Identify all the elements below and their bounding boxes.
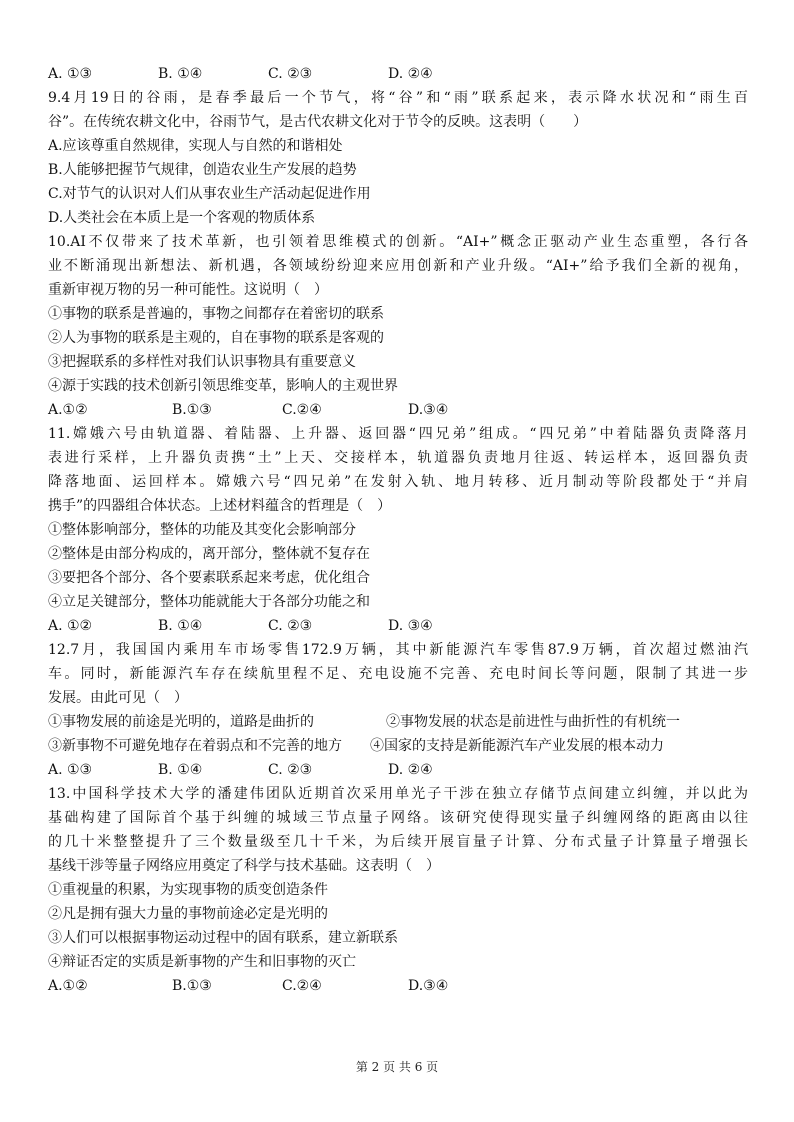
text-line: D.人类社会在本质上是一个客观的物质体系: [48, 210, 316, 226]
text-line: 10.AI不仅带来了技术革新，也引领着思维模式的创新。“AI+”概念正驱动产业生态重塑，各行各: [48, 234, 748, 250]
text-line: 基线干涉等量子网络应用奠定了科学与技术基础。这表明（ ）: [48, 858, 440, 874]
answer-options-row: [48, 710, 748, 734]
answer-option: D.③④: [408, 402, 449, 418]
answer-option: B.①③: [172, 402, 212, 418]
answer-option: D. ③④: [388, 618, 433, 634]
text-line: 9.4月19日的谷雨，是春季最后一个节气，将“谷”和“雨”联系起来，表示降水状况和“雨生百: [48, 90, 748, 106]
answer-option: ①事物发展的前途是光明的，道路是曲折的: [48, 714, 314, 730]
answer-option: ③新事物不可避免地存在着弱点和不完善的地方: [48, 738, 342, 754]
text-line: ①整体影响部分，整体的功能及其变化会影响部分: [48, 522, 356, 538]
text-line: 11.嫦娥六号由轨道器、着陆器、上升器、返回器“四兄弟”组成。“四兄弟”中着陆器负责降落月: [48, 426, 748, 442]
text-line: B.人能够把握节气规律，创造农业生产发展的趋势: [48, 162, 357, 178]
answer-option: A. ①③: [48, 66, 93, 82]
text-line: ②凡是拥有强大力量的事物前途必定是光明的: [48, 906, 328, 922]
text-line: ③把握联系的多样性对我们认识事物具有重要意义: [48, 354, 356, 370]
exam-page-body: [48, 62, 748, 998]
text-line: 车。同时，新能源汽车存在续航里程不足、充电设施不完善、充电时间长等问题，限制了其进一步: [48, 666, 748, 682]
answer-option: C. ②③: [268, 762, 313, 778]
text-line: 的几十米整整提升了三个数量级至几十千米，为后续开展盲量子计算、分布式量子计算量子增强长: [48, 834, 748, 850]
answer-option: B. ①④: [158, 618, 203, 634]
text-line: A.应该尊重自然规律，实现人与自然的和谐相处: [48, 138, 343, 154]
answer-options-row: [48, 974, 748, 998]
answer-option: D. ②④: [388, 762, 433, 778]
answer-option: ②事物发展的状态是前进性与曲折性的有机统一: [386, 714, 680, 730]
text-line: ③要把各个部分、各个要素联系起来考虑，优化组合: [48, 570, 370, 586]
answer-option: B.①③: [172, 978, 212, 994]
answer-options-row: [48, 758, 748, 782]
answer-option: A. ①②: [48, 618, 93, 634]
answer-option: C.②④: [282, 978, 322, 994]
text-line: 12.7月，我国国内乘用车市场零售172.9万辆，其中新能源汽车零售87.9万辆，首次超过燃油汽: [48, 642, 748, 658]
text-line: ④源于实践的技术创新引领思维变革，影响人的主观世界: [48, 378, 398, 394]
text-line: C.对节气的认识对人们从事农业生产活动起促进作用: [48, 186, 371, 202]
answer-option: C.②④: [282, 402, 322, 418]
text-line: 谷”。在传统农耕文化中，谷雨节气，是古代农耕文化对于节令的反映。这表明（ ）: [48, 114, 588, 130]
answer-option: C. ②③: [268, 618, 313, 634]
answer-options-row: [48, 398, 748, 422]
answer-option: B. ①④: [158, 762, 203, 778]
text-line: ④辩证否定的实质是新事物的产生和旧事物的灭亡: [48, 954, 356, 970]
text-line: ③人们可以根据事物运动过程中的固有联系，建立新联系: [48, 930, 398, 946]
page-footer: 第 2 页 共 6 页: [355, 1060, 439, 1074]
answer-option: D. ②④: [388, 66, 433, 82]
text-line: 表进行采样，上升器负责携“土”上天、交接样本，轨道器负责地月往返、转运样本，返回器负责: [48, 450, 748, 466]
text-line: 发展。由此可见（ ）: [48, 690, 188, 706]
text-line: ④立足关键部分，整体功能就能大于各部分功能之和: [48, 594, 370, 610]
answer-options-row: [48, 62, 748, 86]
answer-options-row: [48, 614, 748, 638]
text-line: ②整体是由部分构成的，离开部分，整体就不复存在: [48, 546, 370, 562]
text-line: 重新审视万物的另一种可能性。这说明（ ）: [48, 282, 328, 298]
answer-option: ④国家的支持是新能源汽车产业发展的根本动力: [370, 738, 664, 754]
text-line: 降落地面、运回样本。嫦娥六号“四兄弟”在发射入轨、地月转移、近月制动等阶段都处于“并肩: [48, 474, 748, 490]
answer-option: D.③④: [408, 978, 449, 994]
answer-option: C. ②③: [268, 66, 313, 82]
answer-option: A. ①③: [48, 762, 93, 778]
text-line: 业不断涌现出新想法、新机遇，各领域纷纷迎来应用创新和产业升级。“AI+”给予我们全新的视角，: [48, 258, 748, 274]
text-line: 基础构建了国际首个基于纠缠的城域三节点量子网络。该研究使得现实量子纠缠网络的距离由以往: [48, 810, 748, 826]
text-line: ①事物的联系是普遍的，事物之间都存在着密切的联系: [48, 306, 384, 322]
answer-options-row: [48, 734, 748, 758]
answer-option: A.①②: [48, 402, 88, 418]
text-line: 携手”的四器组合体状态。上述材料蕴含的哲理是（ ）: [48, 498, 392, 514]
text-line: ②人为事物的联系是主观的，自在事物的联系是客观的: [48, 330, 384, 346]
answer-option: B. ①④: [158, 66, 203, 82]
text-line: 13.中国科学技术大学的潘建伟团队近期首次采用单光子干涉在独立存储节点间建立纠缠，并以此为: [48, 786, 748, 802]
text-line: ①重视量的积累，为实现事物的质变创造条件: [48, 882, 328, 898]
answer-option: A.①②: [48, 978, 88, 994]
